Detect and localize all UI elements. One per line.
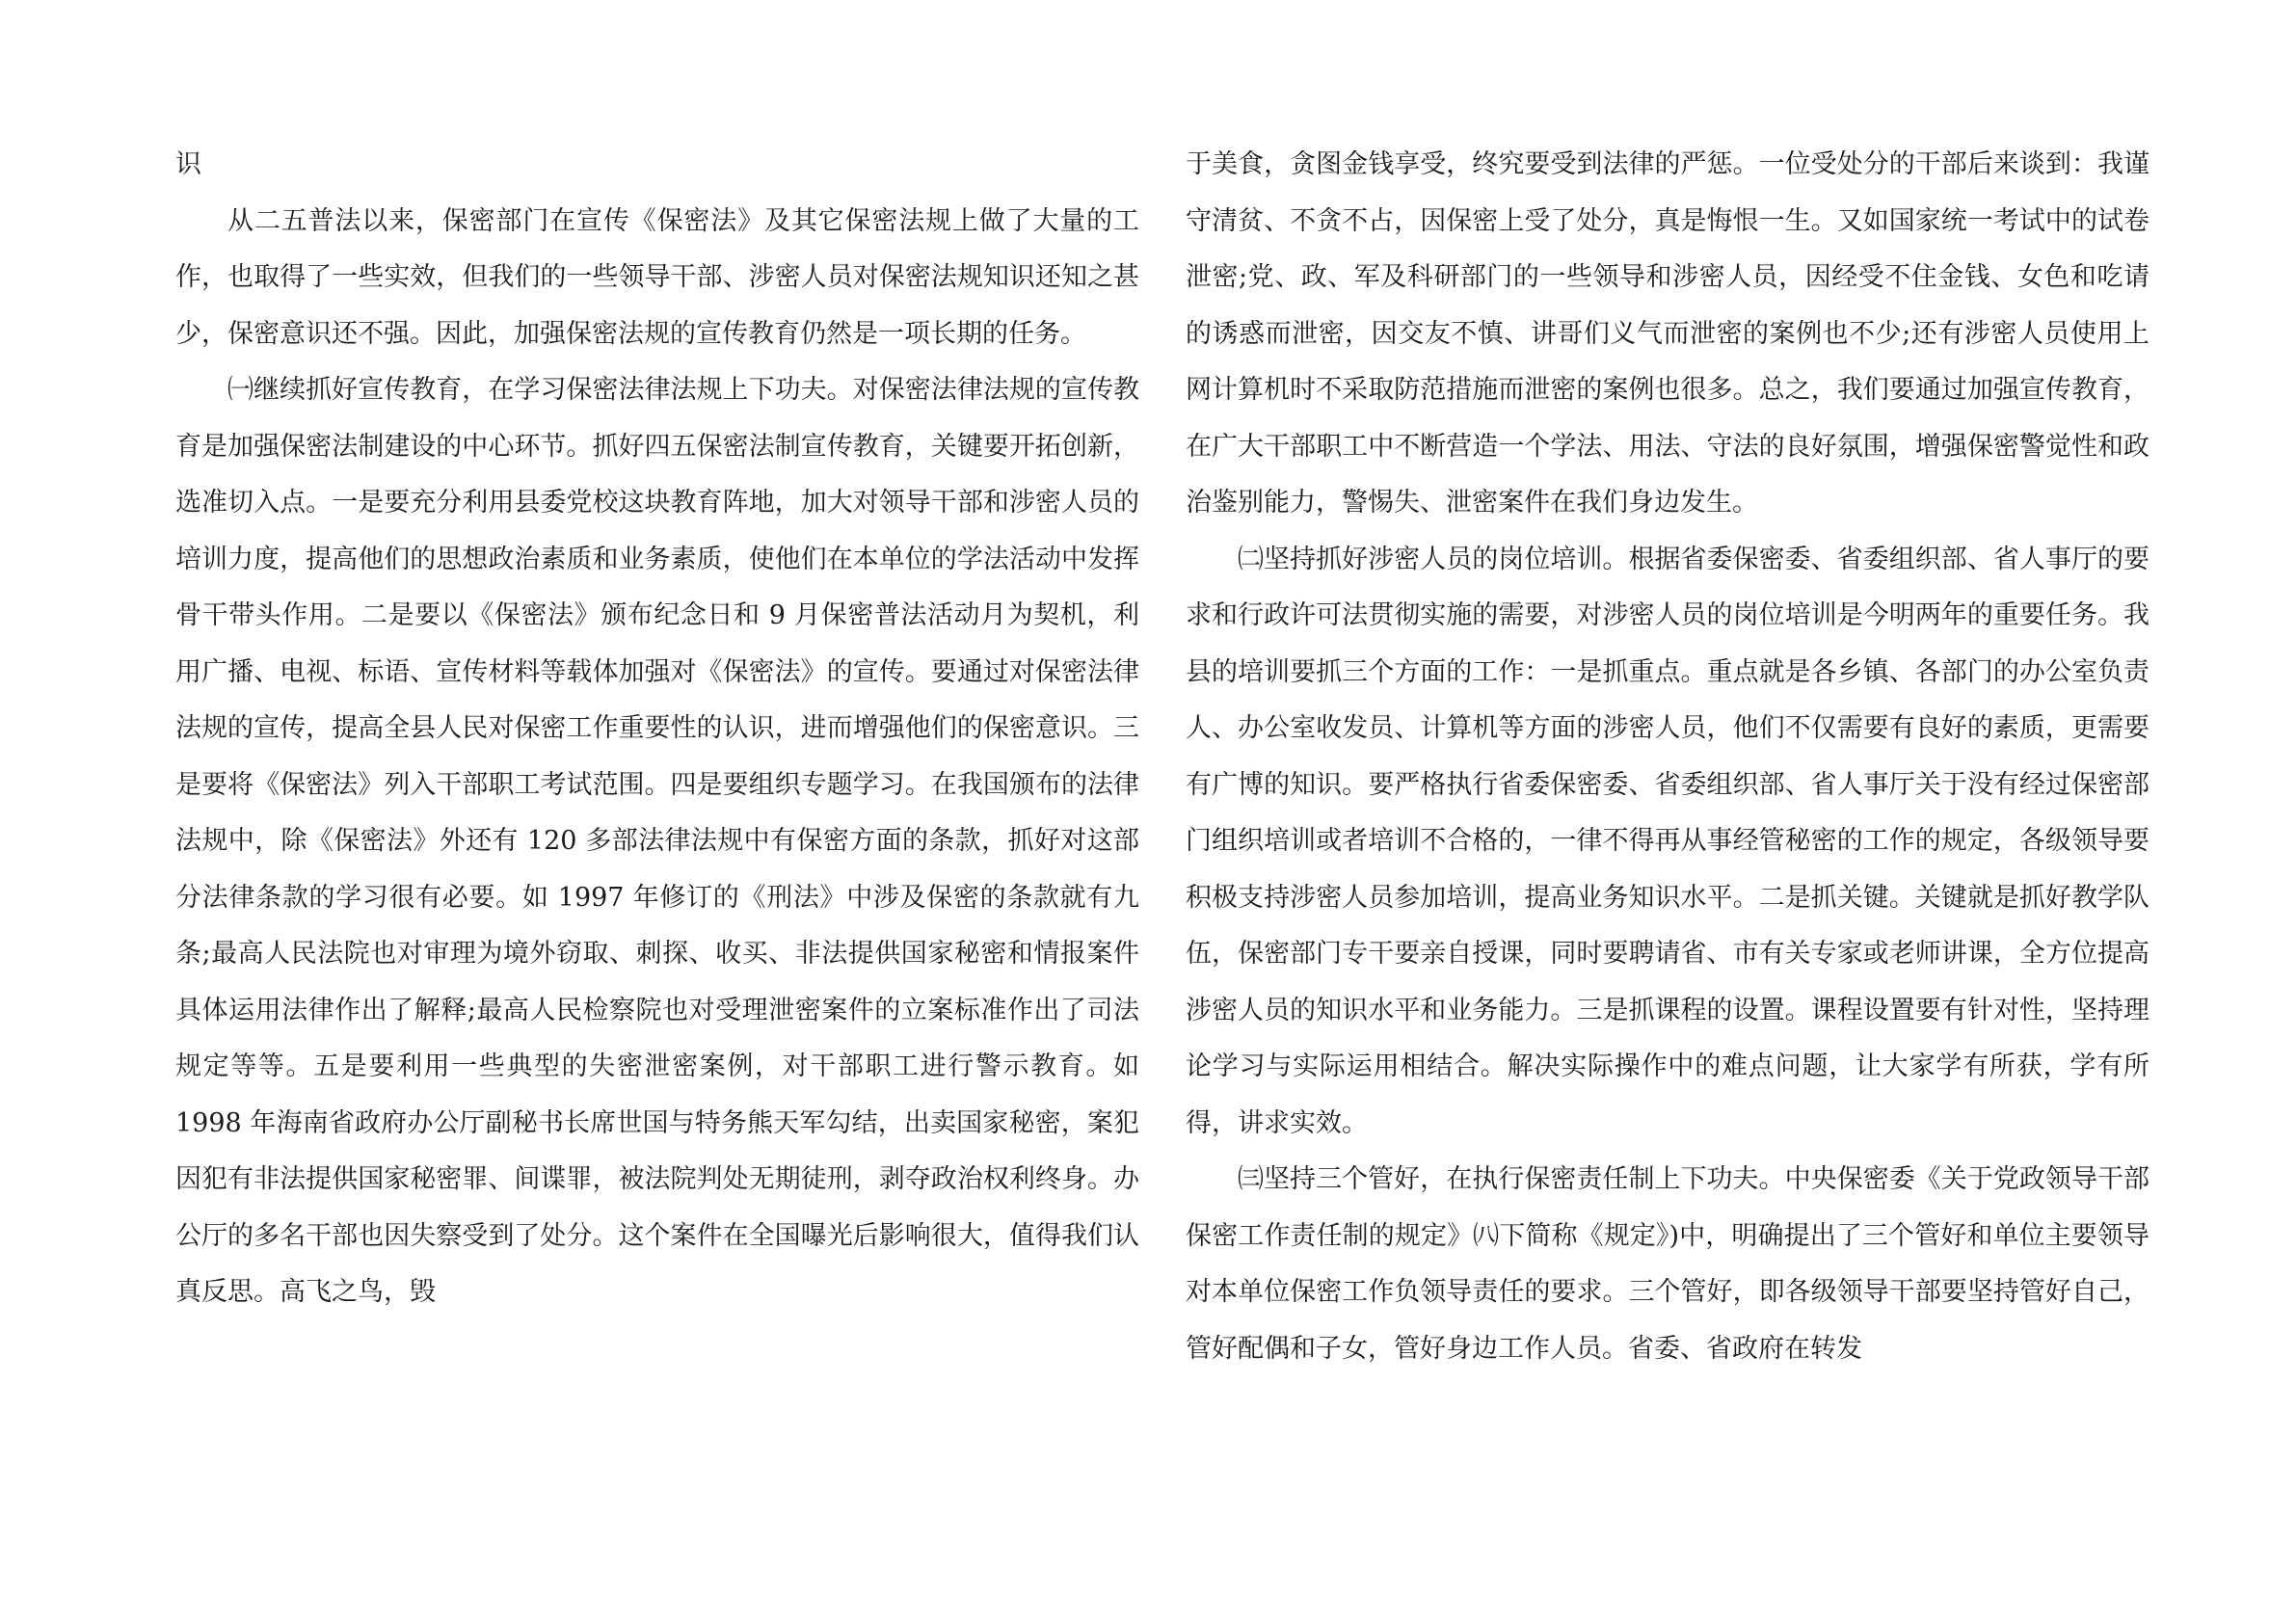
left-paragraph-3: ㈠继续抓好宣传教育，在学习保密法律法规上下功夫。对保密法律法规的宣传教育是加强保密法制建设的中心环节。抓好四五保密法制宣传教育，关键要开拓创新，选准切入点。一是要充分利用县委党校这块教育阵地，加大对领导干部和涉密人员的培训力度，提高他们的思想政治素质和业务素质，使他们在本单位的学法活动中发挥骨干带头作用。二是要以《保密法》颁布纪念日和 9 月保密普法活动月为契机，利用广播、电视、标语、宣传材料等载体加强对《保密法》的宣传。要通过对保密法律法规的宣传，提高全县人民对保密工作重要性的认识，进而增强他们的保密意识。三是要将《保密法》列入干部职工考试范围。四是要组织专题学习。在我国颁布的法律法规中，除《保密法》外还有 120 多部法律法规中有保密方面的条款，抓好对这部分法律条款的学习很有必要。如 1997 年修订的《刑法》中涉及保密的条款就有九条;最高人民法院也对审理为境外窃取、刺探、收买、非法提供国家秘密和情报案件具体运用法律作出了解释;最高人民检察院也对受理泄密案件的立案标准作出了司法规定等等。五是要利用一些典型的失密泄密案例，对干部职工进行警示教育。如 1998 年海南省政府办公厅副秘书长席世国与特务熊天军勾结，出卖国家秘密，案犯因犯有非法提供国家秘密罪、间谍罪，被法院判处无期徒刑，剥夺政治权利终身。办公厅的多名干部也因失察受到了处分。这个案件在全国曝光后影响很大，值得我们认真反思。高飞之鸟，毁 [175,375,1139,1307]
right-paragraph-2: ㈡坚持抓好涉密人员的岗位培训。根据省委保密委、省委组织部、省人事厅的要求和行政许可法贯彻实施的需要，对涉密人员的岗位培训是今明两年的重要任务。我县的培训要抓三个方面的工作：一是抓重点。重点就是各乡镇、各部门的办公室负责人、办公室收发员、计算机等方面的涉密人员，他们不仅需要有良好的素质，更需要有广博的知识。要严格执行省委保密委、省委组织部、省人事厅关于没有经过保密部门组织培训或者培训不合格的，一律不得再从事经管秘密的工作的规定，各级领导要积极支持涉密人员参加培训，提高业务知识水平。二是抓关键。关键就是抓好教学队伍，保密部门专干要亲自授课，同时要聘请省、市有关专家或老师讲课，全方位提高涉密人员的知识水平和业务能力。三是抓课程的设置。课程设置要有针对性，坚持理论学习与实际运用相结合。解决实际操作中的难点问题，让大家学有所获，学有所得，讲求实效。 [1186,544,2149,1138]
right-paragraph-3: ㈢坚持三个管好，在执行保密责任制上下功夫。中央保密委《关于党政领导干部保密工作责任制的规定》㈧下简称《规定》)中，明确提出了三个管好和单位主要领导对本单位保密工作负领导责任的要求。三个管好，即各级领导干部要坚持管好自己，管好配偶和子女，管好身边工作人员。省委、省政府在转发 [1186,1164,2149,1364]
right-column [1186,137,2149,1377]
left-column [175,137,1139,1321]
left-paragraph-2: 从二五普法以来，保密部门在宣传《保密法》及其它保密法规上做了大量的工作，也取得了一些实效，但我们的一些领导干部、涉密人员对保密法规知识还知之甚少，保密意识还不强。因此，加强保密法规的宣传教育仍然是一项长期的任务。 [175,205,1139,349]
left-paragraph-1: 识 [175,149,201,179]
right-paragraph-1: 于美食，贪图金钱享受，终究要受到法律的严惩。一位受处分的干部后来谈到：我谨守清贫、不贪不占，因保密上受了处分，真是悔恨一生。又如国家统一考试中的试卷泄密;党、政、军及科研部门的一些领导和涉密人员，因经受不住金钱、女色和吃请的诱惑而泄密，因交友不慎、讲哥们义气而泄密的案例也不少;还有涉密人员使用上网计算机时不采取防范措施而泄密的案例也很多。总之，我们要通过加强宣传教育，在广大干部职工中不断营造一个学法、用法、守法的良好氛围，增强保密警觉性和政治鉴别能力，警惕失、泄密案件在我们身边发生。 [1186,149,2149,518]
